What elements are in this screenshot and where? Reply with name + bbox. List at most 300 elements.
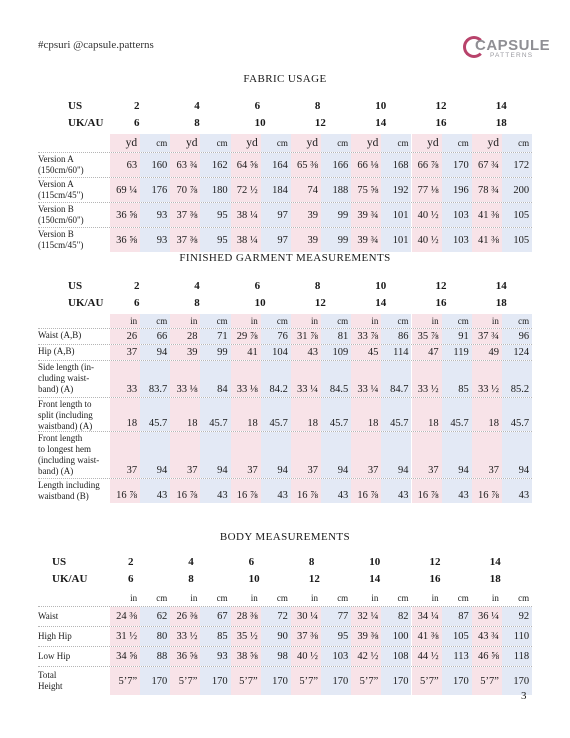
measurement-cell: 170 [261, 667, 291, 695]
row-label-line: band) (A) [38, 466, 74, 476]
unit-label: in [231, 314, 261, 328]
measurement-cell: 33 ½ [170, 627, 200, 646]
fabric-header-ukau [38, 117, 532, 131]
measurement-cell: 95 [200, 203, 230, 227]
measurement-cell: 87 [442, 607, 472, 626]
measurement-cell: 98 [261, 647, 291, 666]
measurement-cell: 170 [442, 153, 472, 177]
measurement-cell: 170 [200, 667, 230, 695]
measurement-cell: 37 [170, 432, 200, 478]
measurement-cell: 81 [321, 329, 351, 344]
measurement-cell: 33 ½ [412, 361, 442, 397]
size-value: 4 [188, 556, 194, 568]
size-value: 4 [194, 100, 200, 112]
unit-label: cm [321, 314, 351, 328]
measurement-cell: 37 ¾ [472, 329, 502, 344]
measurement-cell: 94 [261, 432, 291, 478]
measurement-cell: 45.7 [261, 398, 291, 431]
row-label-line: Hip (A,B) [38, 346, 75, 356]
size-value: 12 [435, 280, 447, 292]
row-label-line: (including waist- [38, 455, 100, 465]
row-label-line: waistband) (A) [38, 421, 93, 431]
measurement-cell: 84.7 [381, 361, 411, 397]
measurement-cell: 37 ⅜ [291, 627, 321, 646]
row-label-line: Waist (A,B) [38, 330, 82, 340]
measurement-cell: 69 ¼ [110, 178, 140, 202]
measurement-cell: 36 ⅝ [170, 647, 200, 666]
measurement-cell: 31 ½ [110, 627, 140, 646]
measurement-cell: 33 [110, 361, 140, 397]
measurement-cell: 33 ⅛ [170, 361, 200, 397]
unit-label: yd [110, 134, 140, 152]
measurement-cell: 31 ⅞ [291, 329, 321, 344]
row-label-line: Version B [38, 229, 74, 239]
measurement-cell: 77 [321, 607, 351, 626]
measurement-cell: 43 [291, 345, 321, 360]
size-value: 16 [429, 573, 441, 585]
measurement-cell: 162 [200, 153, 230, 177]
unit-label: cm [321, 134, 351, 152]
measurement-cell: 16 ⅞ [291, 479, 321, 503]
size-value: 8 [188, 573, 194, 585]
measurement-cell: 36 ⅝ [110, 228, 140, 252]
measurement-cell: 45.7 [442, 398, 472, 431]
measurement-cell: 33 ⅞ [351, 329, 381, 344]
measurement-cell: 62 [140, 607, 170, 626]
measurement-cell: 63 [110, 153, 140, 177]
unit-label: cm [442, 134, 472, 152]
unit-label: cm [381, 134, 411, 152]
row-label [38, 670, 63, 692]
size-value: 14 [375, 297, 387, 309]
measurement-cell: 37 [351, 432, 381, 478]
measurement-cell: 43 [200, 479, 230, 503]
table-row [38, 178, 532, 202]
unit-label: cm [502, 134, 532, 152]
measurement-cell: 47 [412, 345, 442, 360]
size-value: 14 [495, 100, 507, 112]
measurement-cell: 16 ⅞ [412, 479, 442, 503]
fabric-usage-title: FABRIC USAGE [243, 73, 327, 85]
row-label-line: (115cm/45") [38, 190, 84, 200]
measurement-cell: 118 [502, 647, 532, 666]
measurement-cell: 39 [170, 345, 200, 360]
measurement-cell: 18 [351, 398, 381, 431]
social-handle: #cpsuri @capsule.patterns [38, 39, 154, 51]
measurement-cell: 16 ⅞ [170, 479, 200, 503]
measurement-cell: 5’7” [291, 667, 321, 695]
measurement-cell: 67 ¾ [472, 153, 502, 177]
measurement-cell: 109 [321, 345, 351, 360]
measurement-cell: 26 [110, 329, 140, 344]
measurement-cell: 45.7 [200, 398, 230, 431]
unit-label: cm [397, 593, 409, 603]
measurement-cell: 113 [442, 647, 472, 666]
unit-label: cm [140, 134, 170, 152]
measurement-cell: 43 [261, 479, 291, 503]
measurement-cell: 168 [381, 153, 411, 177]
fabric-units-row [38, 134, 532, 152]
unit-label: cm [261, 134, 291, 152]
unit-label: cm [200, 134, 230, 152]
measurement-cell: 124 [502, 345, 532, 360]
measurement-cell: 5’7” [351, 667, 381, 695]
measurement-cell: 77 ⅛ [412, 178, 442, 202]
measurement-cell: 110 [502, 627, 532, 646]
measurement-cell: 18 [412, 398, 442, 431]
measurement-cell: 95 [321, 627, 351, 646]
measurement-cell: 76 [261, 329, 291, 344]
row-label-line: cluding waist- [38, 373, 90, 383]
finished-header-us [38, 280, 532, 294]
body-header-us [38, 556, 532, 570]
size-value: 6 [254, 100, 261, 112]
measurement-cell: 24 ⅜ [110, 607, 140, 626]
measurement-cell: 16 ⅞ [231, 479, 261, 503]
row-label [38, 433, 99, 477]
measurement-cell: 43 ¾ [472, 627, 502, 646]
measurement-cell: 36 ⅝ [110, 203, 140, 227]
row-label-line: Length including [38, 480, 100, 490]
size-value: 12 [314, 297, 326, 309]
row-label-line: Front length to [38, 399, 92, 409]
measurement-cell: 82 [381, 607, 411, 626]
size-value: 12 [314, 117, 326, 129]
measurement-cell: 18 [291, 398, 321, 431]
measurement-cell: 84.5 [321, 361, 351, 397]
measurement-cell: 36 ¼ [472, 607, 502, 626]
measurement-cell: 37 [110, 432, 140, 478]
measurement-cell: 49 [472, 345, 502, 360]
measurement-cell: 119 [442, 345, 472, 360]
measurement-cell: 94 [321, 432, 351, 478]
row-label-line: waistband (B) [38, 491, 89, 501]
measurement-cell: 33 ¼ [351, 361, 381, 397]
measurement-cell: 39 ¾ [351, 203, 381, 227]
table-row [38, 228, 532, 252]
measurement-cell: 66 [140, 329, 170, 344]
measurement-cell: 85 [442, 361, 472, 397]
table-row [38, 607, 532, 626]
size-value: 12 [308, 573, 320, 585]
measurement-cell: 37 ⅜ [170, 203, 200, 227]
measurement-cell: 85.2 [502, 361, 532, 397]
unit-label: yd [170, 134, 200, 152]
size-value: 10 [248, 573, 260, 585]
measurement-cell: 33 ½ [472, 361, 502, 397]
size-value: 14 [489, 556, 501, 568]
measurement-cell: 5’7” [170, 667, 200, 695]
measurement-cell: 160 [140, 153, 170, 177]
measurement-cell: 86 [381, 329, 411, 344]
row-label-line: to longest hem [38, 444, 91, 454]
size-value: 16 [435, 297, 447, 309]
measurement-cell: 184 [261, 178, 291, 202]
measurement-cell: 16 ⅞ [472, 479, 502, 503]
measurement-cell: 99 [321, 228, 351, 252]
measurement-cell: 92 [502, 607, 532, 626]
size-value: 8 [194, 117, 200, 129]
measurement-cell: 71 [200, 329, 230, 344]
measurement-cell: 84 [200, 361, 230, 397]
size-value: 8 [194, 297, 200, 309]
size-value: 10 [254, 117, 266, 129]
row-label-line: Total [38, 670, 57, 680]
measurement-cell: 65 ⅜ [291, 153, 321, 177]
unit-label: yd [231, 134, 261, 152]
unit-label: cm [216, 593, 228, 603]
measurement-cell: 63 ¾ [170, 153, 200, 177]
measurement-cell: 100 [381, 627, 411, 646]
measurement-cell: 70 ⅞ [170, 178, 200, 202]
measurement-cell: 35 ½ [231, 627, 261, 646]
measurement-cell: 43 [381, 479, 411, 503]
measurement-cell: 39 ⅜ [351, 627, 381, 646]
row-label [38, 480, 100, 502]
unit-label: cm [442, 314, 472, 328]
measurement-cell: 37 ⅜ [170, 228, 200, 252]
row-label-line: Version A [38, 154, 74, 164]
measurement-cell: 46 ⅝ [472, 647, 502, 666]
measurement-cell: 99 [321, 203, 351, 227]
size-value: 4 [194, 280, 200, 292]
unit-label: cm [457, 593, 469, 603]
row-label-line: Height [38, 681, 63, 691]
row-label-line: Version A [38, 179, 74, 189]
measurement-cell: 95 [200, 228, 230, 252]
page-number: 3 [521, 690, 527, 702]
unit-label: in [110, 314, 140, 328]
row-label [38, 179, 83, 201]
measurement-cell: 34 ⅝ [110, 647, 140, 666]
measurement-cell: 172 [502, 153, 532, 177]
table-row [38, 345, 532, 360]
table-row [38, 203, 532, 227]
row-label-line: Front length [38, 433, 83, 443]
measurement-cell: 94 [140, 345, 170, 360]
measurement-cell: 88 [140, 647, 170, 666]
row-label [38, 229, 83, 251]
row-label [38, 330, 81, 341]
size-system-label: US [52, 556, 67, 568]
unit-label: in [472, 314, 502, 328]
measurement-cell: 170 [442, 667, 472, 695]
measurement-cell: 18 [472, 398, 502, 431]
measurement-cell: 166 [321, 153, 351, 177]
row-label-line: Low Hip [38, 651, 71, 661]
measurement-cell: 94 [200, 432, 230, 478]
unit-label: in [130, 593, 138, 603]
measurement-cell: 180 [200, 178, 230, 202]
measurement-cell: 38 ⅝ [231, 647, 261, 666]
measurement-cell: 103 [442, 228, 472, 252]
unit-label: cm [502, 314, 532, 328]
size-system-label: UK/AU [52, 573, 88, 585]
measurement-cell: 170 [381, 667, 411, 695]
unit-label: in [371, 593, 379, 603]
measurement-cell: 101 [381, 203, 411, 227]
measurement-cell: 84.2 [261, 361, 291, 397]
measurement-cell: 28 [170, 329, 200, 344]
measurement-cell: 39 [291, 203, 321, 227]
measurement-cell: 41 ⅜ [412, 627, 442, 646]
row-label [38, 631, 72, 642]
measurement-cell: 94 [442, 432, 472, 478]
size-system-label: UK/AU [68, 297, 104, 309]
measurement-cell: 103 [442, 203, 472, 227]
measurement-cell: 64 ⅝ [231, 153, 261, 177]
unit-label: yd [291, 134, 321, 152]
row-label [38, 611, 58, 622]
unit-label: in [170, 314, 200, 328]
measurement-cell: 83.7 [140, 361, 170, 397]
measurement-cell: 45 [351, 345, 381, 360]
measurement-cell: 37 [291, 432, 321, 478]
measurement-cell: 41 ⅜ [472, 203, 502, 227]
row-label [38, 154, 84, 176]
measurement-cell: 108 [381, 647, 411, 666]
body-units-row [38, 590, 532, 606]
row-label [38, 399, 93, 432]
table-row [38, 398, 532, 431]
measurement-cell: 90 [261, 627, 291, 646]
table-row [38, 479, 532, 503]
measurement-cell: 170 [140, 667, 170, 695]
measurement-cell: 66 ⅛ [351, 153, 381, 177]
table-row [38, 627, 532, 646]
measurement-cell: 105 [502, 203, 532, 227]
table-row [38, 329, 532, 344]
measurement-cell: 34 ¼ [412, 607, 442, 626]
unit-label: cm [337, 593, 349, 603]
unit-label: in [190, 593, 198, 603]
table-row [38, 361, 532, 397]
measurement-cell: 43 [321, 479, 351, 503]
measurement-cell: 170 [502, 667, 532, 695]
unit-label: in [412, 314, 442, 328]
size-value: 8 [314, 100, 321, 112]
measurement-cell: 105 [442, 627, 472, 646]
measurement-cell: 39 ¾ [351, 228, 381, 252]
row-label [38, 204, 84, 226]
row-label-line: Waist [38, 611, 59, 621]
measurement-cell: 96 [502, 329, 532, 344]
unit-label: in [431, 593, 439, 603]
logo-subtitle: PATTERNS [490, 52, 534, 59]
unit-label: yd [412, 134, 442, 152]
measurement-cell: 105 [502, 228, 532, 252]
size-value: 12 [435, 100, 447, 112]
size-system-label: US [68, 280, 83, 292]
size-value: 8 [308, 556, 315, 568]
measurement-cell: 37 [231, 432, 261, 478]
measurement-cell: 188 [321, 178, 351, 202]
measurement-cell: 72 [261, 607, 291, 626]
measurement-cell: 37 [412, 432, 442, 478]
measurement-cell: 43 [442, 479, 472, 503]
row-label-line: Version B [38, 204, 74, 214]
measurement-cell: 40 ½ [291, 647, 321, 666]
fabric-header-us [38, 100, 532, 114]
size-value: 10 [369, 556, 381, 568]
measurement-cell: 18 [170, 398, 200, 431]
measurement-cell: 41 [231, 345, 261, 360]
row-label-line: (150cm/60") [38, 215, 84, 225]
measurement-cell: 97 [261, 203, 291, 227]
measurement-cell: 103 [321, 647, 351, 666]
measurement-cell: 5’7” [231, 667, 261, 695]
measurement-cell: 97 [261, 228, 291, 252]
table-row [38, 667, 532, 695]
logo-wordmark: CAPSULE [475, 37, 551, 54]
size-value: 18 [495, 297, 507, 309]
measurement-cell: 42 ½ [351, 647, 381, 666]
row-label-line: High Hip [38, 631, 72, 641]
measurement-cell: 18 [110, 398, 140, 431]
measurement-cell: 33 ⅛ [231, 361, 261, 397]
size-value: 10 [375, 100, 387, 112]
measurement-cell: 5’7” [110, 667, 140, 695]
measurement-cell: 43 [140, 479, 170, 503]
measurement-cell: 32 ¼ [351, 607, 381, 626]
row-label-line: Side length (in- [38, 362, 94, 372]
measurement-cell: 67 [200, 607, 230, 626]
measurement-cell: 74 [291, 178, 321, 202]
measurement-cell: 29 ⅞ [231, 329, 261, 344]
measurement-cell: 196 [442, 178, 472, 202]
measurement-cell: 40 ½ [412, 228, 442, 252]
body-measurements-title: BODY MEASUREMENTS [219, 531, 351, 543]
measurement-cell: 164 [261, 153, 291, 177]
unit-label: yd [472, 134, 502, 152]
measurement-cell: 45.7 [140, 398, 170, 431]
measurement-cell: 94 [140, 432, 170, 478]
unit-label: cm [261, 314, 291, 328]
size-value: 14 [375, 117, 387, 129]
row-label [38, 651, 70, 662]
measurement-cell: 38 ¼ [231, 203, 261, 227]
size-value: 12 [429, 556, 441, 568]
unit-label: cm [518, 593, 530, 603]
unit-label: cm [276, 593, 288, 603]
measurement-cell: 93 [200, 647, 230, 666]
measurement-cell: 170 [321, 667, 351, 695]
measurement-cell: 94 [502, 432, 532, 478]
unit-label: cm [156, 593, 168, 603]
row-label [38, 362, 94, 395]
finished-garment-title: FINISHED GARMENT MEASUREMENTS [179, 252, 391, 264]
measurement-cell: 66 ⅞ [412, 153, 442, 177]
measurement-cell: 38 ¼ [231, 228, 261, 252]
size-system-label: UK/AU [68, 117, 104, 129]
measurement-cell: 16 ⅞ [351, 479, 381, 503]
measurement-cell: 78 ¾ [472, 178, 502, 202]
size-value: 2 [134, 280, 140, 292]
measurement-cell: 91 [442, 329, 472, 344]
measurement-cell: 16 ⅞ [110, 479, 140, 503]
size-value: 8 [314, 280, 321, 292]
measurement-cell: 33 ¼ [291, 361, 321, 397]
measurement-cell: 43 [502, 479, 532, 503]
measurement-cell: 176 [140, 178, 170, 202]
size-value: 10 [375, 280, 387, 292]
measurement-cell: 40 ½ [412, 203, 442, 227]
unit-label: in [250, 593, 258, 603]
row-label-line: (115cm/45") [38, 240, 84, 250]
measurement-cell: 93 [140, 203, 170, 227]
measurement-cell: 72 ½ [231, 178, 261, 202]
measurement-cell: 26 ⅜ [170, 607, 200, 626]
